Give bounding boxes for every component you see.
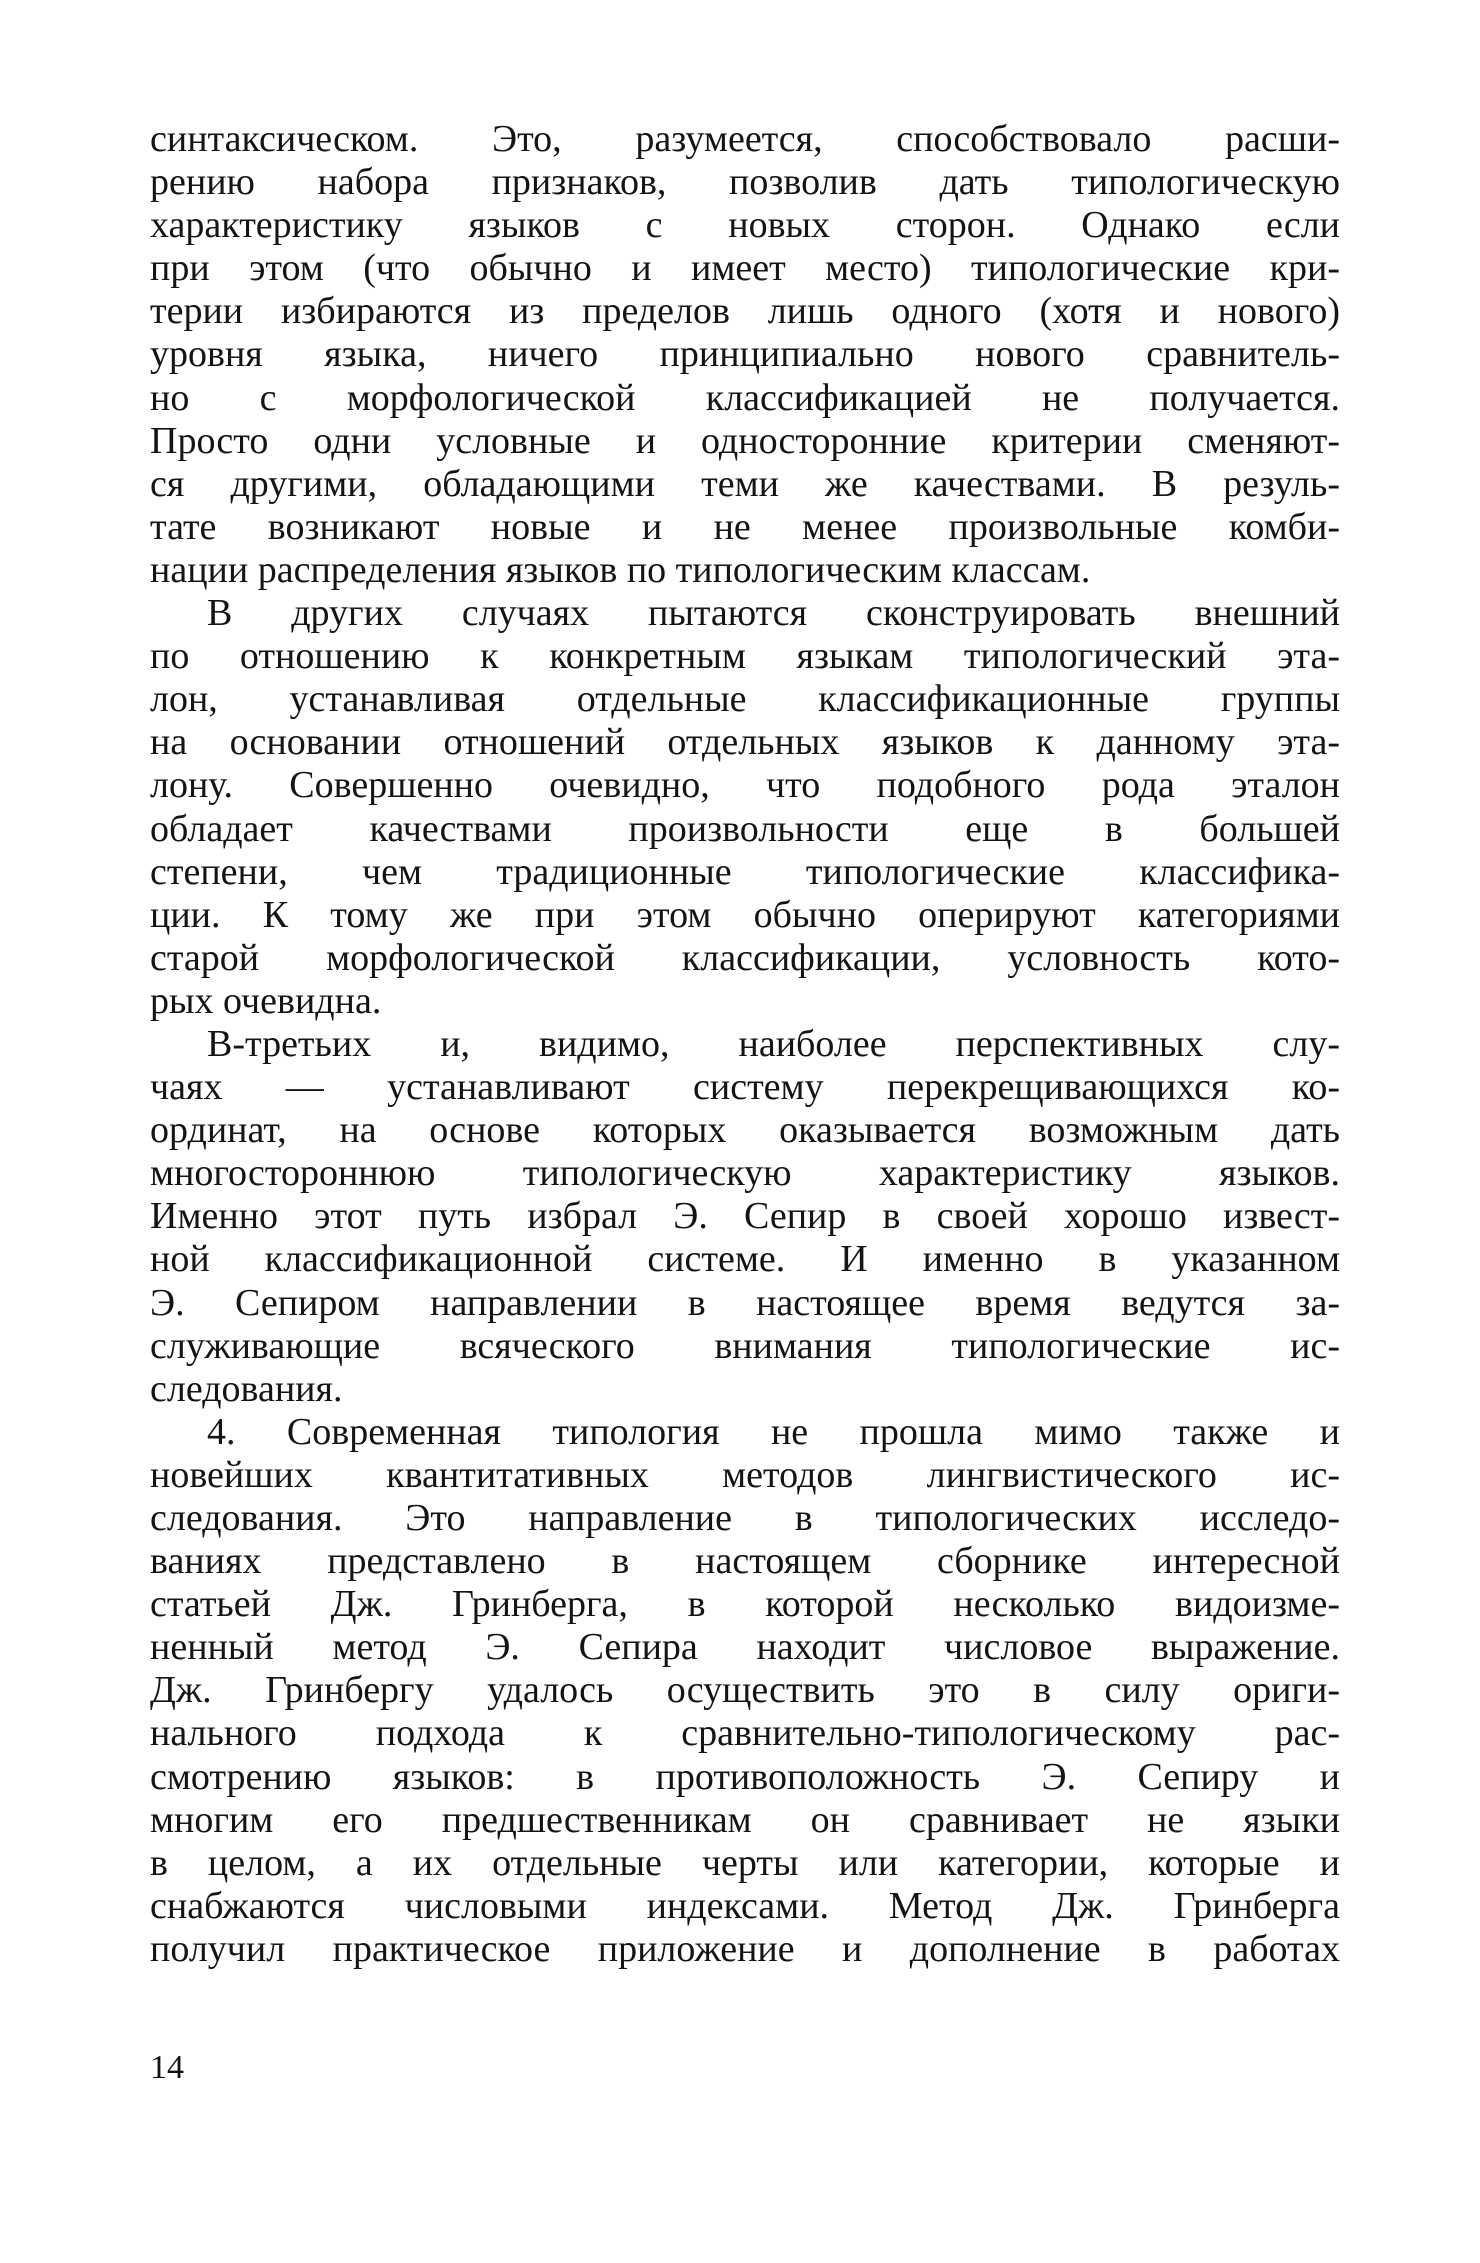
text-line: нального подхода к сравнительно-типологическому рас-: [150, 1712, 1340, 1755]
text-line: лону. Совершенно очевидно, что подобного рода эталон: [150, 764, 1340, 807]
paragraph: [150, 1023, 1340, 1411]
text-line: но с морфологической классификацией не получается.: [150, 376, 1340, 419]
text-line: 4. Современная типология не прошла мимо также и: [207, 1410, 1340, 1453]
page-number: 14: [150, 2049, 184, 2086]
text-line: ненный метод Э. Сепира находит числовое выражение.: [150, 1626, 1340, 1669]
text-line: статьей Дж. Гринберга, в которой несколько видоизме-: [150, 1583, 1340, 1626]
text-line: получил практическое приложение и дополнение в работах: [150, 1927, 1340, 1970]
body-text: [150, 118, 1340, 1971]
text-line: ваниях представлено в настоящем сборнике интересной: [150, 1540, 1340, 1583]
text-line: новейших квантитативных методов лингвистического ис-: [150, 1453, 1340, 1496]
text-line: ции. К тому же при этом обычно оперируют категориями: [150, 893, 1340, 936]
text-line: Просто одни условные и односторонние критерии сменяют-: [150, 419, 1340, 462]
text-line: по отношению к конкретным языкам типологический эта-: [150, 635, 1340, 678]
text-line: старой морфологической классификации, условность кото-: [150, 936, 1340, 979]
text-line: рых очевидна.: [150, 979, 382, 1022]
text-line: уровня языка, ничего принципиально нового сравнитель-: [150, 333, 1340, 376]
text-line: характеристику языков с новых сторон. Однако если: [150, 204, 1340, 247]
text-line: рению набора признаков, позволив дать типологическую: [150, 161, 1340, 204]
text-line: Э. Сепиром направлении в настоящее время ведутся за-: [150, 1281, 1340, 1324]
text-line: многим его предшественникам он сравнивает не языки: [150, 1798, 1340, 1841]
text-line: ся другими, обладающими теми же качествами. В резуль-: [150, 462, 1340, 505]
paragraph: [150, 1411, 1340, 1971]
text-line: Именно этот путь избрал Э. Сепир в своей хорошо извест-: [150, 1195, 1340, 1238]
text-line: степени, чем традиционные типологические классифика-: [150, 850, 1340, 893]
text-line: служивающие всяческого внимания типологические ис-: [150, 1324, 1340, 1367]
text-line: в целом, а их отдельные черты или категории, которые и: [150, 1841, 1340, 1884]
text-line: следования.: [150, 1367, 343, 1410]
text-line: нации распределения языков по типологическим классам.: [150, 548, 1091, 591]
text-line: В-третьих и, видимо, наиболее перспективных слу-: [207, 1022, 1340, 1065]
text-line: В других случаях пытаются сконструировать внешний: [207, 592, 1340, 635]
text-line: следования. Это направление в типологических исследо-: [150, 1497, 1340, 1539]
text-line: Дж. Гринбергу удалось осуществить это в силу ориги-: [150, 1669, 1340, 1712]
text-line: тате возникают новые и не менее произвольные комби-: [150, 505, 1340, 548]
text-line: синтаксическом. Это, разумеется, способствовало расши-: [150, 118, 1340, 160]
text-line: лон, устанавливая отдельные классификационные группы: [150, 678, 1340, 721]
paragraph: [150, 592, 1340, 1023]
text-line: обладает качествами произвольности еще в большей: [150, 807, 1340, 850]
text-line: терии избираются из пределов лишь одного (хотя и нового): [150, 290, 1340, 333]
text-line: чаях — устанавливают систему перекрещивающихся ко-: [150, 1066, 1340, 1109]
text-line: при этом (что обычно и имеет место) типологические кри-: [150, 247, 1340, 290]
text-line: многостороннюю типологическую характеристику языков.: [150, 1152, 1340, 1195]
text-line: снабжаются числовыми индексами. Метод Дж. Гринберга: [150, 1884, 1340, 1927]
paragraph: [150, 118, 1340, 592]
text-line: ординат, на основе которых оказывается возможным дать: [150, 1109, 1340, 1152]
text-line: смотрению языков: в противоположность Э. Сепиру и: [150, 1755, 1340, 1798]
text-line: ной классификационной системе. И именно в указанном: [150, 1238, 1340, 1281]
text-line: на основании отношений отдельных языков к данному эта-: [150, 721, 1340, 764]
